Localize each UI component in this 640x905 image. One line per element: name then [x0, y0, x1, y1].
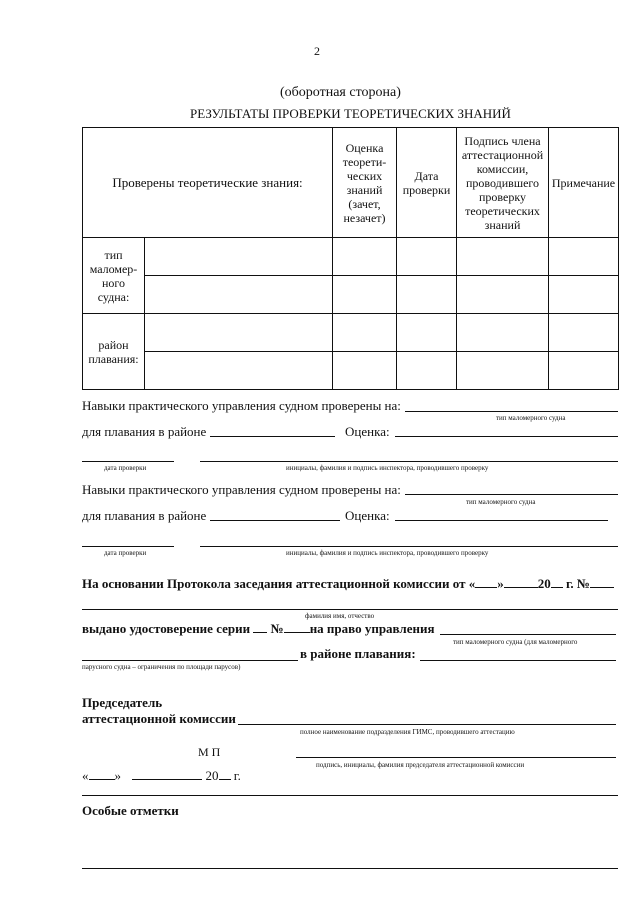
- skills2-inspector-caption: инициалы, фамилия и подпись инспектора, проводившего проверку: [286, 549, 489, 557]
- skills2-date-caption: дата проверки: [104, 549, 147, 557]
- protocol-area-text: в районе плавания:: [300, 646, 416, 661]
- header-checked: Проверены теоретические знания:: [83, 128, 333, 238]
- skills2-vessel-line[interactable]: [405, 494, 618, 495]
- skills1-area-line[interactable]: [210, 436, 335, 437]
- skills1-vessel-caption: тип маломерного судна: [496, 414, 566, 422]
- cell-vessel-2[interactable]: [145, 276, 333, 314]
- protocol-vessel-caption: тип маломерного судна (для маломерного: [453, 638, 578, 646]
- chairman-org-caption: полное наименование подразделения ГИМС, проводившего аттестацию: [300, 728, 515, 736]
- chairman-line2: аттестационной комиссии: [82, 711, 236, 726]
- skills2-area-label: для плавания в районе: [82, 508, 207, 523]
- chairman-stamp: М П: [198, 745, 221, 759]
- protocol-vessel-caption-cont: парусного судна – ограничения по площади парусов): [82, 663, 241, 671]
- special-notes: Особые отметки: [82, 803, 179, 818]
- protocol-text: На основании Протокола заседания аттестационной комиссии от « » 20 г. №: [82, 576, 614, 592]
- skills2-inspector-line[interactable]: [200, 546, 618, 547]
- skills2-vessel-caption: тип маломерного судна: [466, 498, 536, 506]
- results-table: [82, 127, 619, 390]
- skills2-grade-label: Оценка:: [345, 508, 390, 523]
- page-number: 2: [314, 44, 320, 58]
- header-grade: Оценка теорети-ческих знаний (зачет, незачет): [333, 128, 397, 238]
- cell-area-1[interactable]: [145, 314, 333, 352]
- header-date: Дата проверки: [397, 128, 457, 238]
- header-note: Примечание: [549, 128, 619, 238]
- skills2-grade-line[interactable]: [395, 520, 608, 521]
- protocol-issued: выдано удостоверение серии № на право управления: [82, 621, 435, 636]
- skills2-date-line[interactable]: [82, 546, 174, 547]
- divider-top: [82, 795, 618, 796]
- chairman-sign-line[interactable]: [296, 757, 616, 758]
- form-title: РЕЗУЛЬТАТЫ ПРОВЕРКИ ТЕОРЕТИЧЕСКИХ ЗНАНИЙ: [190, 106, 511, 121]
- chairman-date: « » 20 г.: [82, 768, 241, 783]
- row-area: район плавания:: [83, 314, 145, 390]
- skills1-grade-label: Оценка:: [345, 424, 390, 439]
- cell-area-2[interactable]: [145, 352, 333, 390]
- protocol-name-caption: фамилия имя, отчество: [305, 612, 375, 620]
- skills1-grade-line[interactable]: [395, 436, 618, 437]
- skills1-date-line[interactable]: [82, 461, 174, 462]
- skills1-label: Навыки практического управления судном проверены на:: [82, 398, 401, 413]
- side-note: (оборотная сторона): [280, 85, 401, 100]
- protocol-vessel-line-2[interactable]: [82, 660, 298, 661]
- header-signature: Подпись члена аттестационной комиссии, проводившего проверку теоретических знаний: [457, 128, 549, 238]
- skills2-label: Навыки практического управления судном проверены на:: [82, 482, 401, 497]
- skills1-inspector-line[interactable]: [200, 461, 618, 462]
- skills2-area-line[interactable]: [210, 520, 340, 521]
- row-vessel-type: тип маломер-ного судна:: [83, 238, 145, 314]
- skills1-inspector-caption: инициалы, фамилия и подпись инспектора, проводившего проверку: [286, 464, 489, 472]
- chairman-line1: Председатель: [82, 695, 163, 710]
- skills1-date-caption: дата проверки: [104, 464, 147, 472]
- protocol-area-line[interactable]: [420, 660, 616, 661]
- chairman-sign-caption: подпись, инициалы, фамилия председателя аттестационной комиссии: [316, 761, 525, 769]
- skills1-area-label: для плавания в районе: [82, 424, 207, 439]
- protocol-name-line[interactable]: [82, 609, 618, 610]
- chairman-org-line[interactable]: [238, 724, 616, 725]
- divider-bottom: [82, 868, 618, 869]
- skills1-vessel-line[interactable]: [405, 411, 618, 412]
- cell-vessel-1[interactable]: [145, 238, 333, 276]
- protocol-vessel-line[interactable]: [440, 634, 616, 635]
